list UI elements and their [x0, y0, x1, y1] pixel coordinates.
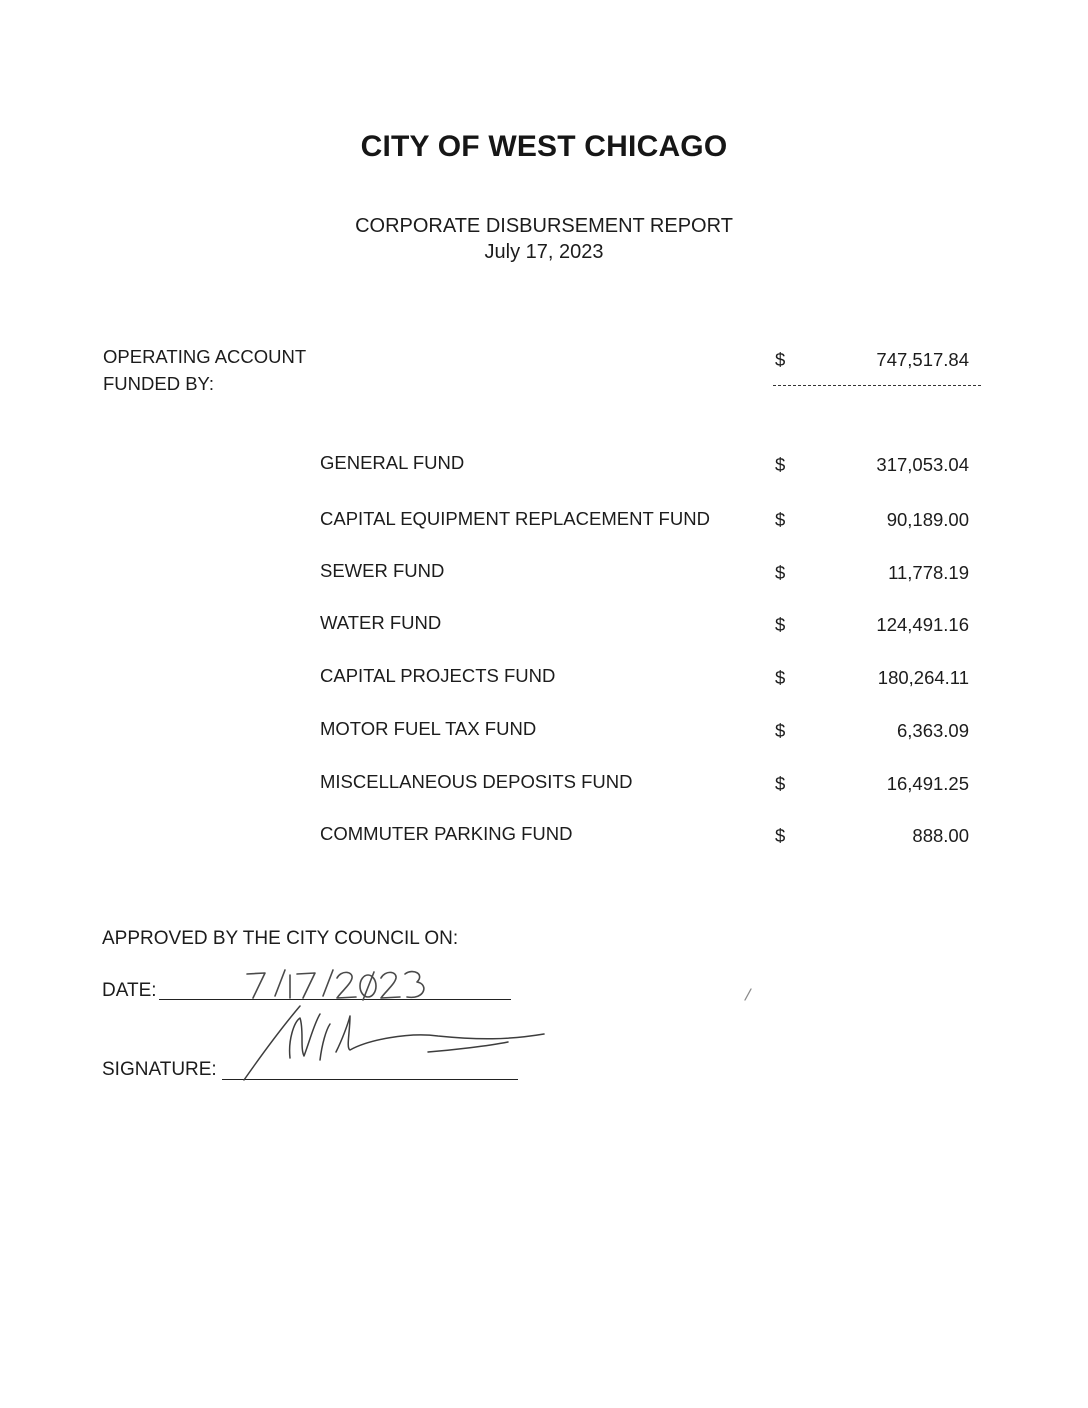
total-separator: [773, 385, 981, 386]
fund-currency: $: [775, 667, 786, 688]
fund-currency: $: [775, 825, 786, 846]
report-subtitle: [0, 213, 1088, 265]
fund-currency: $: [775, 454, 786, 475]
fund-name: CAPITAL PROJECTS FUND: [320, 665, 556, 686]
fund-name: COMMUTER PARKING FUND: [320, 823, 573, 844]
scan-mark: [742, 986, 754, 1002]
signature-label: SIGNATURE:: [102, 1059, 217, 1080]
operating-account-label: OPERATING ACCOUNT: [103, 346, 307, 367]
operating-currency: $: [775, 349, 786, 370]
fund-name: MOTOR FUEL TAX FUND: [320, 718, 537, 739]
fund-amount: 180,264.11: [877, 667, 969, 688]
fund-currency: $: [775, 720, 786, 741]
signature-image: [238, 1000, 558, 1085]
report-name: CORPORATE DISBURSEMENT REPORT: [355, 215, 733, 237]
funded-by-label: FUNDED BY:: [103, 373, 215, 394]
fund-currency: $: [775, 773, 786, 794]
approval-heading: APPROVED BY THE CITY COUNCIL ON:: [102, 928, 459, 949]
fund-name: MISCELLANEOUS DEPOSITS FUND: [320, 771, 633, 792]
fund-name: CAPITAL EQUIPMENT REPLACEMENT FUND: [320, 508, 710, 529]
fund-name: WATER FUND: [320, 612, 442, 633]
fund-amount: 888.00: [912, 825, 969, 846]
fund-name: SEWER FUND: [320, 560, 445, 581]
fund-amount: 6,363.09: [896, 720, 969, 741]
fund-currency: $: [775, 562, 786, 583]
report-date: July 17, 2023: [484, 241, 604, 263]
fund-amount: 90,189.00: [886, 509, 969, 530]
fund-name: GENERAL FUND: [320, 452, 465, 473]
date-label: DATE:: [102, 980, 157, 1001]
fund-currency: $: [775, 509, 786, 530]
fund-amount: 16,491.25: [886, 773, 969, 794]
fund-amount: 11,778.19: [888, 562, 969, 583]
fund-amount: 317,053.04: [876, 454, 969, 475]
fund-currency: $: [775, 614, 786, 635]
operating-total: 747,517.84: [876, 349, 969, 370]
fund-amount: 124,491.16: [876, 614, 969, 635]
city-title: CITY OF WEST CHICAGO: [360, 130, 728, 163]
